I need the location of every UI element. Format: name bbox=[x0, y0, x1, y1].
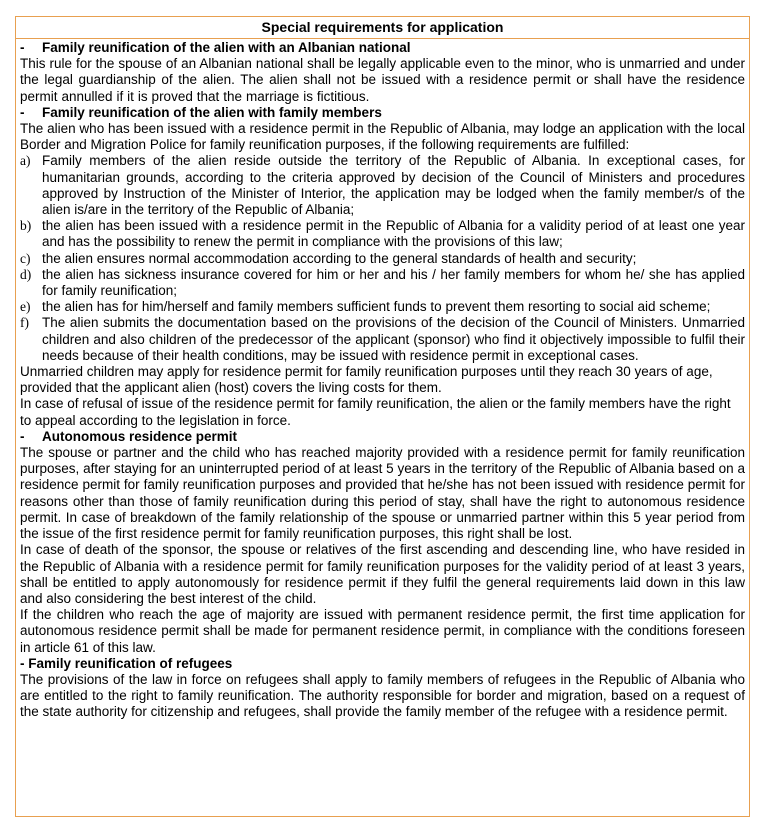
list-letter: a) bbox=[20, 153, 31, 169]
paragraph: Unmarried children may apply for residence permit for family reunification purposes until they reach 30 years of age, provided that the applicant alien (host) covers the living costs for them. bbox=[20, 364, 713, 396]
paragraph: In case of refusal of issue of the residence permit for family reunification, the alien or the family members have the right to appeal according to the legislation in force. bbox=[20, 396, 731, 428]
list-letter: c) bbox=[20, 250, 31, 266]
list-item bbox=[20, 315, 745, 364]
list-text: the alien has sickness insurance covered for him or her and his / her family members for whom he/ she has applied for family reunification; bbox=[42, 266, 745, 299]
section-heading-autonomous-permit bbox=[20, 429, 745, 445]
list-text: Family members of the alien reside outside the territory of the Republic of Albania. In exceptional cases, for humanitarian grounds, according to the criteria approved by decision of the Council of Ministers and procedures approved by Instruction of the Minister of Interior, the application may be lodged when the family member/s of the alien is/are in the territory of the Republic of Albania; bbox=[42, 153, 745, 218]
list-item bbox=[20, 251, 745, 267]
section-title: Family reunification of the alien with family members bbox=[42, 104, 382, 120]
section-title: - Family reunification of refugees bbox=[20, 655, 233, 671]
paragraph: The spouse or partner and the child who has reached majority provided with a residence permit for family reunification purposes, after staying for an uninterrupted period of at least 5 years in the territory of the Republic of Albania based on a residence permit for family reunification purposes and provided that he/she has not been issued with residence permit for reasons other than those of family reunification during this period of stay, shall have the right to autonomous residence permit. In case of breakdown of the family relationship of the spouse or unmarried partner within this 5 year period from the issue of the first residence permit for family reunification purposes, this right shall be lost. bbox=[20, 445, 745, 542]
list-text: The alien submits the documentation based on the provisions of the decision of the Council of Ministers. Unmarried children and also children of the predecessor of the applicant (sponsor) who find it objectively impossible to fulfil their needs because of their health conditions, may be issued with residence permit in exceptional cases. bbox=[42, 315, 745, 363]
requirements-list bbox=[20, 153, 745, 364]
paragraph: In case of death of the sponsor, the spouse or relatives of the first ascending and descending line, who have resided in the Republic of Albania with a residence permit for family reunification purposes for the validity period of at least 3 years, shall be entitled to apply autonomously for residence permit if they fulfil the general requirements laid down in this law and also considering the best interest of the child. bbox=[20, 542, 745, 606]
table-body bbox=[16, 39, 749, 721]
list-letter: f) bbox=[20, 315, 29, 331]
list-text: the alien has for him/herself and family members sufficient funds to prevent them resorting to social aid scheme; bbox=[42, 299, 711, 315]
paragraph: If the children who reach the age of majority are issued with permanent residence permit, the first time application for autonomous residence permit shall be made for permanent residence permit, in compliance with the conditions foreseen in article 61 of this law. bbox=[20, 607, 745, 655]
section-heading-albanian-national bbox=[20, 40, 745, 56]
list-letter: d) bbox=[20, 266, 32, 282]
list-text: the alien has been issued with a residence permit in the Republic of Albania for a validity period of at least one year and has the possibility to renew the permit in compliance with the provisions of this law; bbox=[42, 218, 745, 250]
list-item bbox=[20, 267, 745, 299]
list-item bbox=[20, 153, 745, 218]
section-title: Family reunification of the alien with an Albanian national bbox=[42, 40, 411, 55]
list-item bbox=[20, 218, 745, 250]
paragraph: The provisions of the law in force on refugees shall apply to family members of refugees in the Republic of Albania who are entitled to the right to family reunification. The authority responsible for border and migration, based on a request of the state authority for citizenship and refugees, shall provide the family member of the refugee with a residence permit. bbox=[20, 671, 745, 720]
list-item bbox=[20, 299, 745, 315]
list-letter: e) bbox=[20, 299, 31, 315]
section-heading-refugees bbox=[20, 656, 745, 672]
section-marker: - bbox=[20, 40, 25, 55]
table-header: Special requirements for application bbox=[16, 17, 749, 39]
paragraph: This rule for the spouse of an Albanian national shall be legally applicable even to the minor, who is unmarried and under the legal guardianship of the alien. The alien shall not be issued with a residence permit or shall have the residence permit annulled if it is proved that the marriage is fictitious. bbox=[20, 56, 745, 104]
section-marker: - bbox=[20, 428, 25, 444]
section-marker: - bbox=[20, 104, 25, 120]
paragraph: The alien who has been issued with a residence permit in the Republic of Albania, may lodge an application with the local Border and Migration Police for family reunification purposes, if the following requirements are fulfilled: bbox=[20, 121, 745, 153]
section-title: Autonomous residence permit bbox=[42, 428, 238, 444]
section-heading-family-members bbox=[20, 105, 745, 121]
requirements-table bbox=[15, 16, 750, 817]
list-text: the alien ensures normal accommodation according to the general standards of health and security; bbox=[42, 250, 637, 266]
list-letter: b) bbox=[20, 218, 32, 234]
